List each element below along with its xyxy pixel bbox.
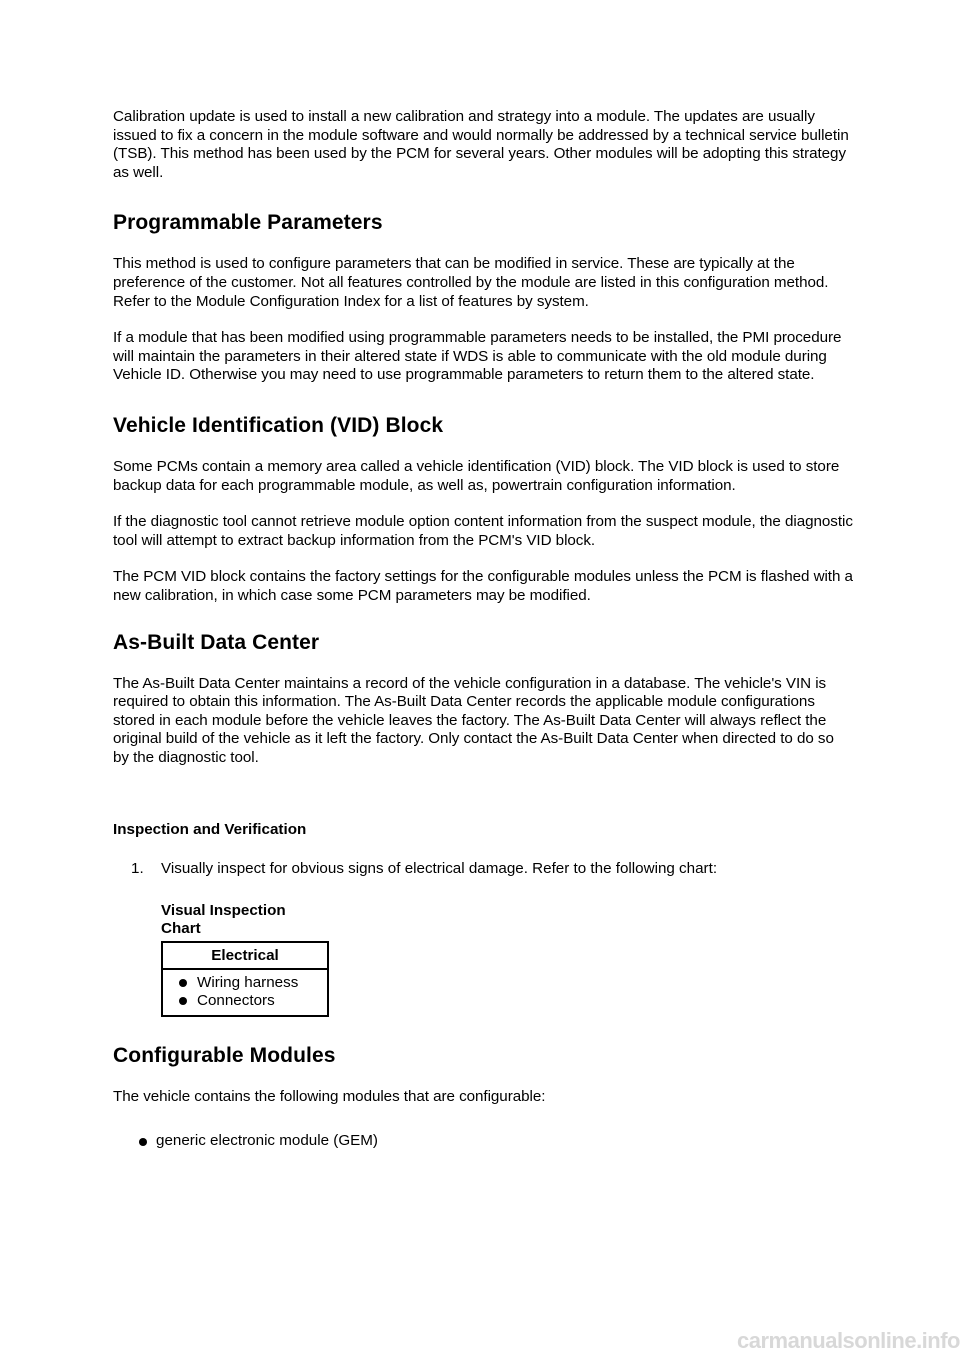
configurable-modules-paragraph: The vehicle contains the following modules that are configurable: — [113, 1087, 546, 1105]
programmable-parameters-paragraph-1: This method is used to configure parameters that can be modified in service. These are typically at the preference of the customer. Not all features controlled by the module are listed in this configuration method. Refer to the Module Configuration Index for a list of features by system. — [113, 255, 829, 310]
item-wiring-harness: Wiring harness — [197, 973, 299, 991]
calibration-paragraph: Calibration update is used to install a new calibration and strategy into a module. The updates are usually issued to fix a concern in the module software and would normally be addressed by a technical service bulletin (TSB). This method has been used by the PCM for several years. Other modules will be adopting this strategy as well. — [113, 108, 849, 181]
vid-paragraph-3: The PCM VID block contains the factory settings for the configurable modules unless the PCM is flashed with a new calibration, in which case some PCM parameters may be modified. — [113, 568, 853, 604]
item-connectors: Connectors — [197, 991, 275, 1009]
inspection-table — [161, 941, 329, 1017]
as-built-paragraph: The As-Built Data Center maintains a record of the vehicle configuration in a database. The vehicle's VIN is required to obtain this information. The As-Built Data Center records the applicable module configurations stored in each module before the vehicle leaves the factory. The As-Built Data Center will always reflect the original build of the vehicle as it left the factory. Only contact the As-Built Data Center when directed to do so by the diagnostic tool. — [113, 674, 834, 766]
chart-caption: Visual Inspection Chart — [161, 901, 286, 937]
programmable-parameters-paragraph-2: If a module that has been modified using programmable parameters needs to be installed, the PMI procedure will maintain the parameters in their altered state if WDS is able to communicate with the old module during Vehicle ID. Otherwise you may need to use programmable parameters to return them to the altered state. — [113, 329, 842, 384]
inspection-step — [131, 860, 853, 879]
bullet-icon — [179, 979, 187, 987]
vid-block-heading: Vehicle Identification (VID) Block — [113, 413, 444, 437]
vid-paragraph-1: Some PCMs contain a memory area called a vehicle identification (VID) block. The VID block is used to store backup data for each programmable module, as well as, powertrain configuration information. — [113, 457, 840, 494]
module-list — [156, 1132, 853, 1151]
visual-inspection-chart — [161, 902, 853, 1017]
configurable-modules-heading: Configurable Modules — [113, 1043, 336, 1067]
step-text: Visually inspect for obvious signs of electrical damage. Refer to the following chart: — [161, 860, 718, 878]
document-body — [113, 108, 853, 1151]
list-item — [197, 974, 325, 992]
module-gem: generic electronic module (GEM) — [156, 1132, 378, 1150]
list-item — [197, 992, 325, 1010]
vid-paragraph-2: If the diagnostic tool cannot retrieve module option content information from the suspect module, the diagnostic tool will attempt to extract backup information from the PCM's VID block. — [113, 513, 853, 549]
bullet-icon — [139, 1138, 147, 1146]
column-header-electrical: Electrical — [162, 942, 328, 969]
as-built-heading: As-Built Data Center — [113, 630, 320, 654]
inspection-heading: Inspection and Verification — [113, 821, 307, 839]
step-number: 1. — [131, 860, 144, 878]
watermark-logo: carmanualsonline.info — [737, 1328, 960, 1353]
programmable-parameters-heading: Programmable Parameters — [113, 211, 383, 235]
bullet-icon — [179, 997, 187, 1005]
electrical-items-cell — [162, 969, 328, 1016]
